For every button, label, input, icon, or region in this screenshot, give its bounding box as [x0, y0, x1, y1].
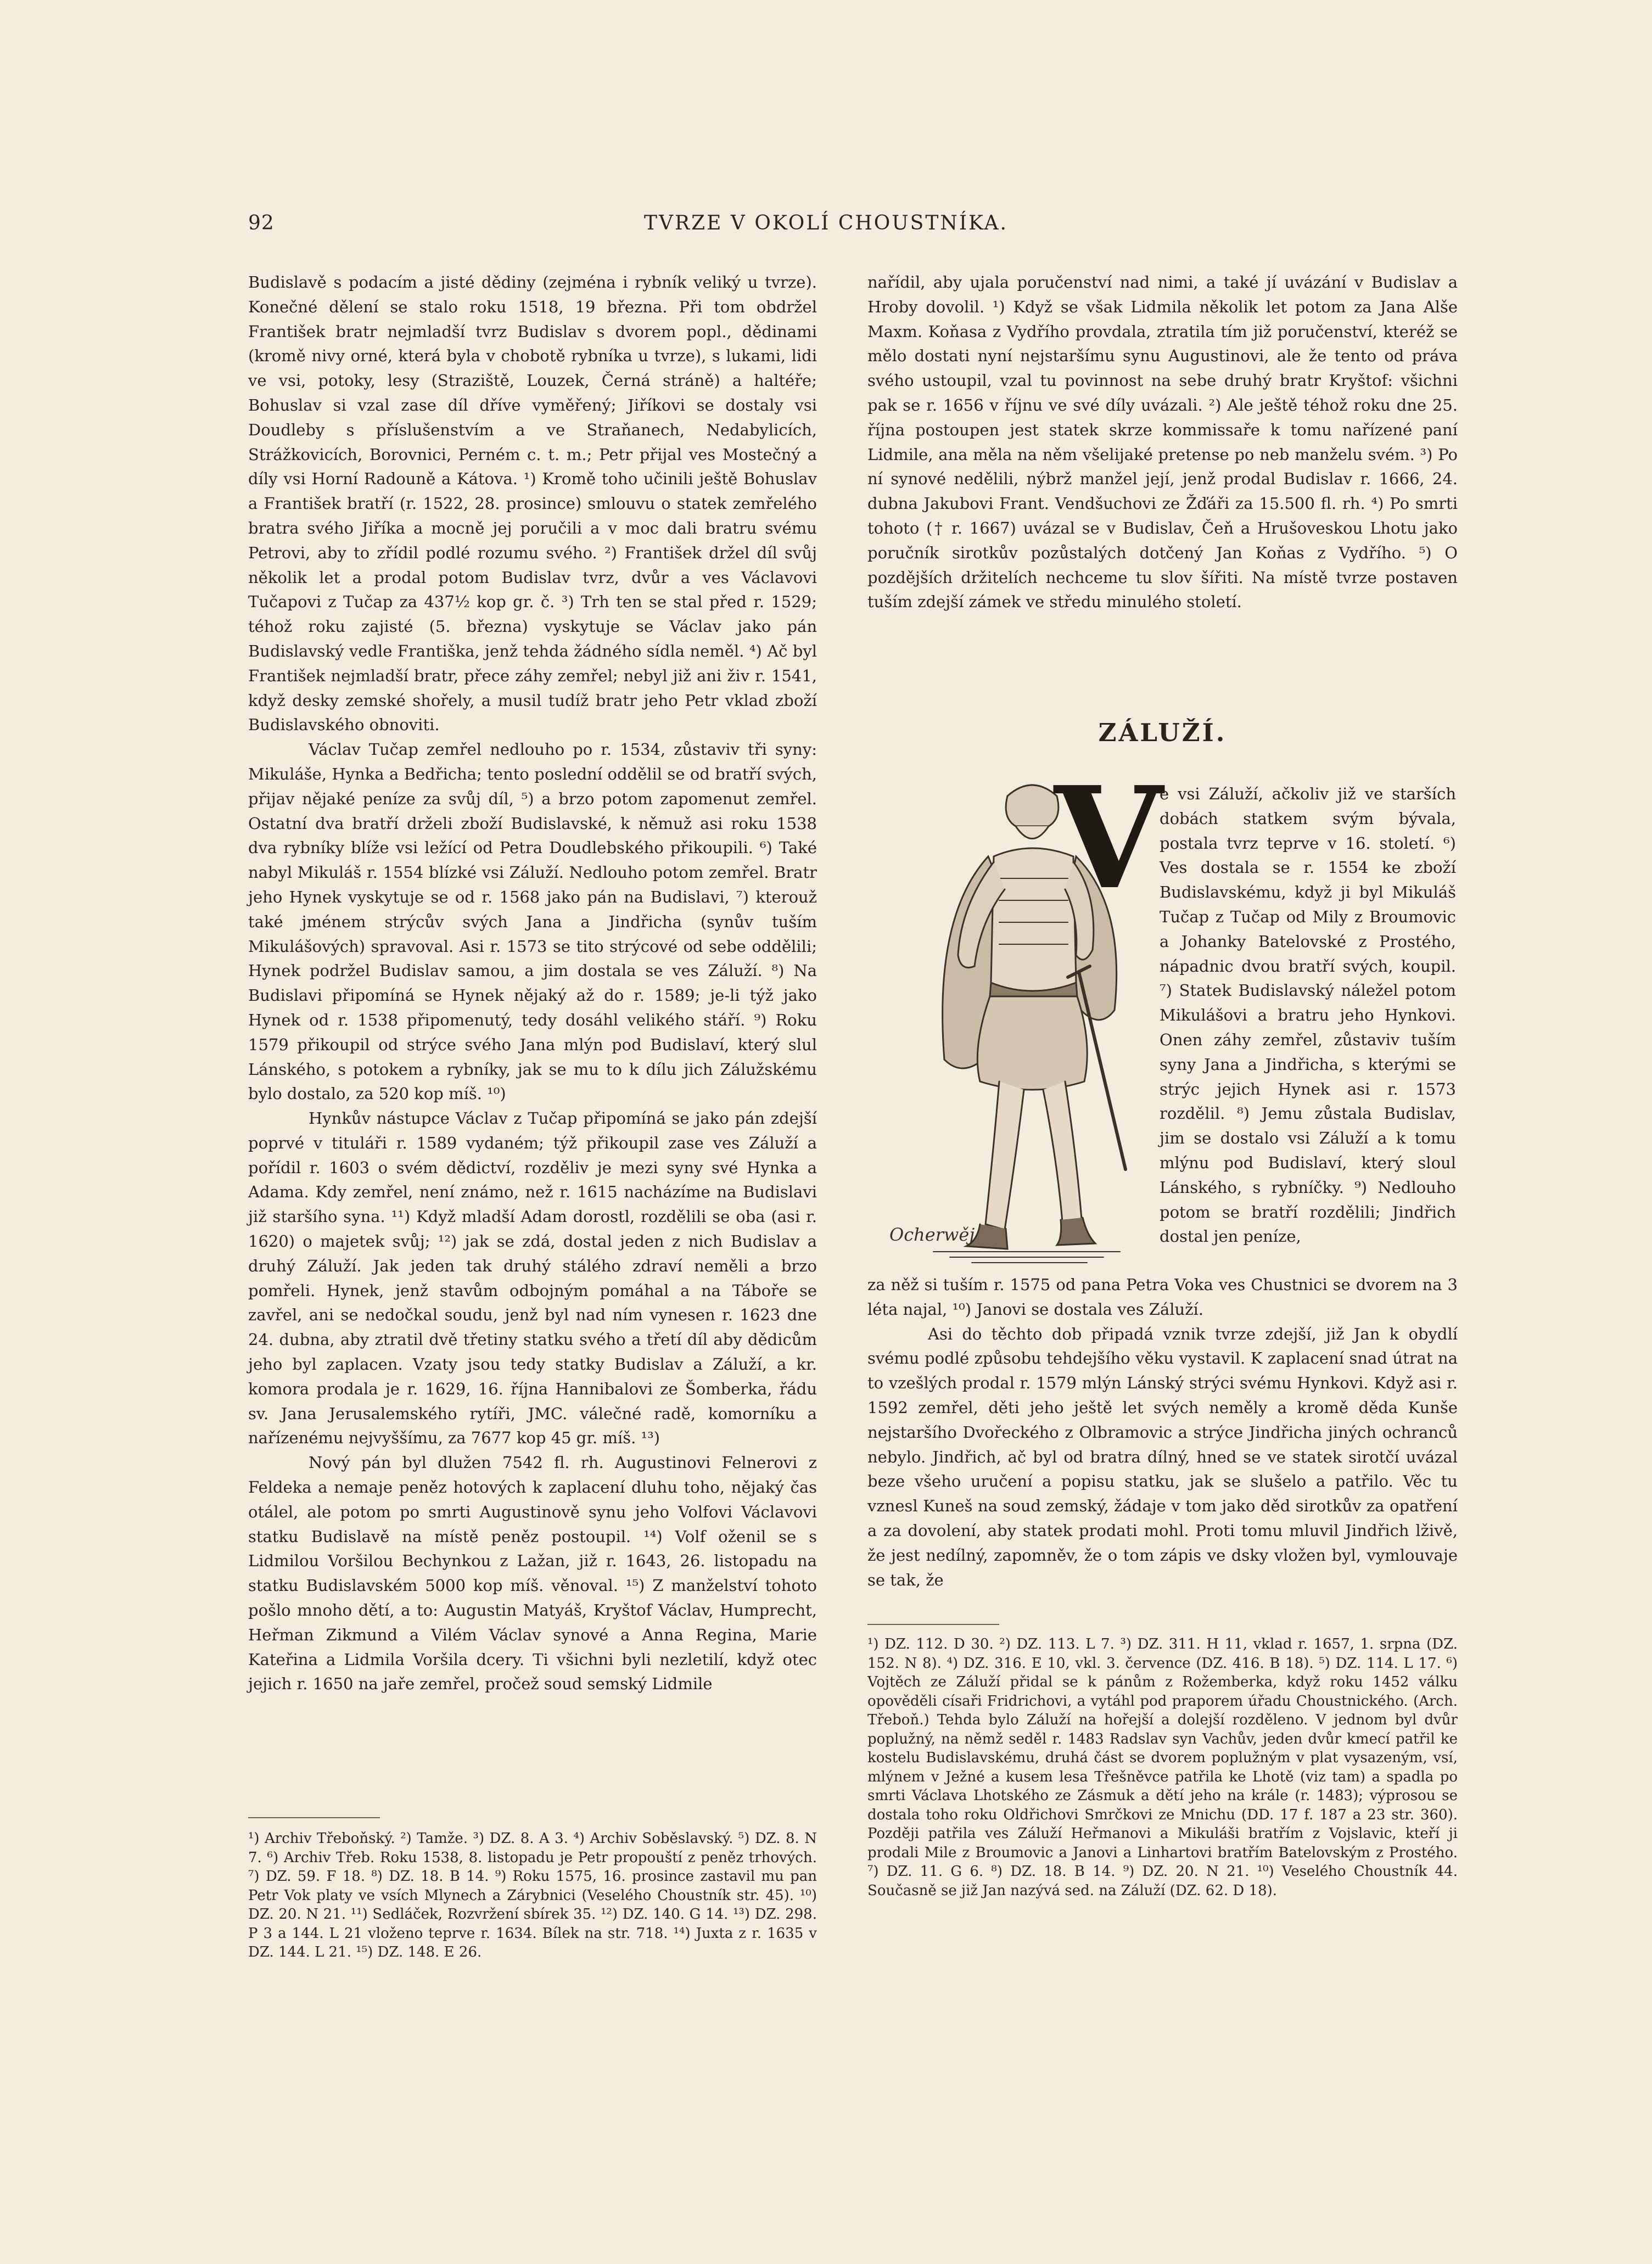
drop-cap: V	[1054, 756, 1163, 921]
paragraph: Václav Tučap zemřel nedlouho po r. 1534, zůstaviv tři syny: Mikuláše, Hynka a Bedřicha; tento poslední oddělil se od bratří svých, přijav nějaké peníze za svůj díl, ⁵) a brzo potom zapomenut zemřel. Ostatní dva bratří drželi zboží Budislavské, k němuž asi roku 1538 dva rybníky blíže vsi ležící od Petra Doudlebského přikoupili. ⁶) Také nabyl Mikuláš r. 1554 blízké vsi Záluží. Nedlouho potom zemřel. Bratr jeho Hynek vyskytuje se od r. 1568 jako pán na Budislavi, ⁷) kterouž také jménem strýcův svých Jana a Jindřicha (synův tuším Mikulášových) spravoval. Asi r. 1573 se tito strýcové od sebe oddělili; Hynek podržel Budislav samou, a jim dostala se ves Záluží. ⁸) Na Budislavi připomíná se Hynek nějaký až do r. 1589; je-li týž jako Hynek od r. 1538 připomenutý, tedy dosáhl velikého stáří. ⁹) Roku 1579 přikoupil od strýce svého Jana mlýn pod Budislaví, který slul Lánského, s potokem a rybníky, jak se mu to k dílu jich Zálužskému bylo dostalo, za 520 kop míš. ¹⁰)	[248, 740, 817, 1103]
right-column-top	[867, 270, 1458, 614]
paragraph: Asi do těchto dob připadá vznik tvrze zdejší, již Jan k obydlí svému podlé způsobu tehdejšího věku vystavil. K zaplacení snad útrat na to vzešlých prodal r. 1579 mlýn Lánský strýci svému Hynkovi. Když asi r. 1592 zemřel, děti jeho ještě let svých neměly a kromě děda Kunše nejstaršího Dvořeckého z Olbramovic a strýce Jindřicha jiných ochranců nebylo. Jindřich, ač byl od bratra dílný, hned se ve statek sirotčí uvázal beze všeho uručení a popisu statku, jak se slušelo a patřilo. Věc tu vznesl Kuneš na soud zemský, žádaje v tom jako děd sirotkův za opatření a za dovolení, aby statek prodati mohl. Proti tomu mluvil Jindřich lživě, že jest nedílný, zapomněv, že o tom zápis ve dsky vložen byl, vymlouvaje se tak, že	[867, 1324, 1458, 1589]
running-title: TVRZE V OKOLÍ CHOUSTNÍKA.	[644, 212, 1008, 234]
right-column-wrap	[1160, 782, 1456, 1249]
paragraph: nařídil, aby ujala poručenství nad nimi, a také jí uvázání v Budislav a Hroby dovolil. ¹) Když se však Lidmila několik let potom za Jana Alše Maxm. Koňasa z Vydřího provdala, ztratila tím již poručenství, kteréž se mělo dostati nyní nejstaršímu synu Augustinovi, ale že tento od práva svého ustoupil, vzal tu povinnost na sebe druhý bratr Kryštof: všichni pak se r. 1656 v říjnu ve své díly uvázali. ²) Ale ještě téhož roku dne 25. října postoupen jest statek skrze kommissaře k tomu nařízené paní Lidmile, ana měla na něm všelijaké pretense po neb manželu svém. ³) Po ní synové nedělili, nýbrž manžel její, jenž prodal Budislav r. 1666, 24. dubna Jakubovi Frant. Vendšuchovi ze Žďáři za 15.500 fl. rh. ⁴) Po smrti tohoto († r. 1667) uvázal se v Budislav, Čeň a Hrušoveskou Lhotu jako poručník sirotkův pozůstalých dotčený Jan Koňas z Vydřího. ⁵) O pozdějších držitelích nechceme tu slov šířiti. Na místě tvrze postaven tuším zdejší zámek ve středu minulého století.	[867, 273, 1458, 612]
footnote-rule	[867, 1624, 999, 1625]
paragraph: e vsi Záluží, ačkoliv již ve starších dobách statkem svým bývala, postala tvrz teprve v 16. století. ⁶) Ves dostala se r. 1554 ke zboží Budislavskému, když ji byl Mikuláš Tučap z Tučap od Mily z Broumovic a Johanky Batelovské z Prostého, nápadnic dvou bratří svých, koupil. ⁷) Statek Budislavský náležel potom Mikulášovi a bratru jeho Hynkovi. Onen záhy zemřel, zůstaviv tuším syny Jana a Jindřicha, s kterými se strýc jejich Hynek asi r. 1573 rozdělil. ⁸) Jemu zůstala Budislav, jim se dostalo vsi Záluží a k tomu mlýnu pod Budislaví, který sloul Lánského, s rybníčky. ⁹) Nedlouho potom se bratří rozdělili; Jindřich dostal jen peníze,	[1160, 784, 1456, 1246]
paragraph: Budislavě s podacím a jisté dědiny (zejména i rybník veliký u tvrze). Konečné dělení se stalo roku 1518, 19 března. Při tom obdržel František bratr nejmladší tvrz Budislav s dvorem popl., dědinami (kromě nivy orné, která byla v chobotě rybníka u tvrze), s lukami, lidi ve vsi, potoky, lesy (Straziště, Louzek, Černá stráně) a haltéře; Bohuslav si vzal zase díl dříve vyměřený; Jiříkovi se dostaly vsi Doudleby s příslušenstvím a ve Straňanech, Nedabylicích, Strážkovicích, Borovnici, Perném c. t. m.; Petr přijal ves Mostečný a díly vsi Horní Radouně a Kátova. ¹) Kromě toho učinili ještě Bohuslav a František bratří (r. 1522, 28. prosince) smlouvu o statek zemřelého bratra svého Jiříka a mocně jej poručili a v moc dali bratru svému Petrovi, aby to zřídil podlé rozumu svého. ²) František držel díl svůj několik let a prodal potom Budislav tvrz, dvůr a ves Václavovi Tučapovi z Tučap za 437½ kop gr. č. ³) Trh ten se stal před r. 1529; téhož roku zajisté (5. března) vyskytuje se Václav jako pán Budislavský vedle Františka, jenž tehda žádného sídla neměl. ⁴) Ač byl František nejmladší bratr, přece záhy zemřel; nebyl již ani živ r. 1541, když desky zemské shořely, a musil tudíž bratr jeho Petr vklad zboží Budislavského obnoviti.	[248, 273, 817, 735]
section-title: ZÁLUŽÍ.	[1098, 718, 1227, 747]
illustration-signature: Ocherwěj	[889, 1224, 975, 1245]
paragraph: Hynkův nástupce Václav z Tučap připomíná se jako pán zdejší poprvé v tituláři r. 1589 vydaném; týž přikoupil zase ves Záluží a pořídil r. 1603 o svém dědictví, rozděliv je mezi syny své Hynka a Adama. Kdy zemřel, není známo, než r. 1615 nacházíme na Budislavi již staršího syna. ¹¹) Když mladší Adam dorostl, rozdělili se oba (asi r. 1620) o majetek svůj; ¹²) jak se zdá, dostal jeden z nich Budislav a druhý Záluží. Jak jeden tak druhý stálého zdraví neměli a brzo pomřeli. Hynek, jenž stavům odbojným pomáhal a na Táboře se zavřel, ani se nedočkal soudu, jenž byl nad ním vynesen r. 1623 dne 24. dubna, aby ztratil dvě třetiny statku svého a třetí díl aby dědicům jeho byl zaplacen. Vzaty jsou tedy statky Budislav a Záluží, a kr. komora prodala je r. 1629, 16. října Hannibalovi ze Šomberka, řádu sv. Jana Jerusalemského rytíři, JMC. válečné radě, komorníku a nařízenému nejvyššímu, za 7677 kop 45 gr. míš. ¹³)	[248, 1109, 817, 1448]
right-footnotes: ¹) DZ. 112. D 30. ²) DZ. 113. L 7. ³) DZ. 311. H 11, vklad r. 1657, 1. srpna (DZ. 152. N 8). ⁴) DZ. 316. E 10, vkl. 3. července (DZ. 416. B 18). ⁵) DZ. 114. L 17. ⁶) Vojtěch ze Záluží přidal se k pánům z Rožemberka, když roku 1452 válku opověděli císaři Fridrichovi, a vytáhl pod praporem úřadu Choustnického. (Arch. Třeboň.) Tehda bylo Záluží na hořejší a dolejší rozděleno. V jednom byl dvůr poplužný, na němž seděl r. 1483 Radslav syn Vachův, jeden dvůr kmecí patřil ke kostelu Budislavskému, druhá část se dvorem poplužným v plat vysazeným, vsí, mlýnem v Ježné a kusem lesa Třešněvce patřila ke Lhotě (viz tam) a spadla po smrti Václava Lhotského ze Zásmuk a dětí jeho na krále (r. 1483); výprosou se dostala toho roku Oldřichovi Smrčkovi ze Mnichu (DD. 17 f. 187 a 23 str. 360). Později patřila ves Záluží Heřmanovi a Mikuláši bratřím z Vojslavic, kteří ji prodali Mile z Broumovic a Janovi a Linhartovi bratřím Batelovským z Prostého. ⁷) DZ. 11. G 6. ⁸) DZ. 18. B 14. ⁹) DZ. 20. N 21. ¹⁰) Veselého Choustník 44. Současně se již Jan nazývá sed. na Záluží (DZ. 62. D 18).	[867, 1636, 1458, 1899]
footnote-rule	[248, 1817, 380, 1818]
paragraph: za něž si tuším r. 1575 od pana Petra Voka ves Chustnici se dvorem na 3 léta najal, ¹⁰) Janovi se dostala ves Záluží.	[867, 1275, 1458, 1319]
left-column	[248, 270, 817, 1696]
page-number: 92	[248, 212, 275, 234]
left-footnotes: ¹) Archiv Třeboňský. ²) Tamže. ³) DZ. 8. A 3. ⁴) Archiv Soběslavský. ⁵) DZ. 8. N 7. ⁶) Archiv Třeb. Roku 1538, 8. listopadu je Petr propouští z peněz trhových. ⁷) DZ. 59. F 18. ⁸) DZ. 18. B 14. ⁹) Roku 1575, 16. prosince zastavil mu pan Petr Vok platy ve vsích Mlynech a Zárybnici (Veselého Choustník str. 45). ¹⁰) DZ. 20. N 21. ¹¹) Sedláček, Rozvržení sbírek 35. ¹²) DZ. 140. G 14. ¹³) DZ. 298. P 3 a 144. L 21 vloženo teprve r. 1634. Bílek na str. 718. ¹⁴) Juxta z r. 1635 v DZ. 144. L 21. ¹⁵) DZ. 148. E 26.	[248, 1830, 817, 1960]
right-column-bottom	[867, 1273, 1458, 1592]
paragraph: Nový pán byl dlužen 7542 fl. rh. Augustinovi Felnerovi z Feldeka a nemaje peněz hotových k zaplacení dluhu toho, nějaký čas otálel, ale potom po smrti Augustinově synu jeho Volfovi Václavovi statku Budislavě na místě peněz postoupil. ¹⁴) Volf oženil se s Lidmilou Voršilou Bechynkou z Lažan, již r. 1643, 26. listopadu na statku Budislavském 5000 kop míš. věnoval. ¹⁵) Z manželství tohoto pošlo mnoho dětí, a to: Augustin Matyáš, Kryštof Václav, Humprecht, Heřman Zikmund a Vilém Václav synové a Anna Regina, Marie Kateřina a Lidmila Voršila dcery. Ti všichni byli nezletilí, když otec jejich r. 1650 na jaře zemřel, pročež soud semský Lidmile	[248, 1453, 817, 1694]
